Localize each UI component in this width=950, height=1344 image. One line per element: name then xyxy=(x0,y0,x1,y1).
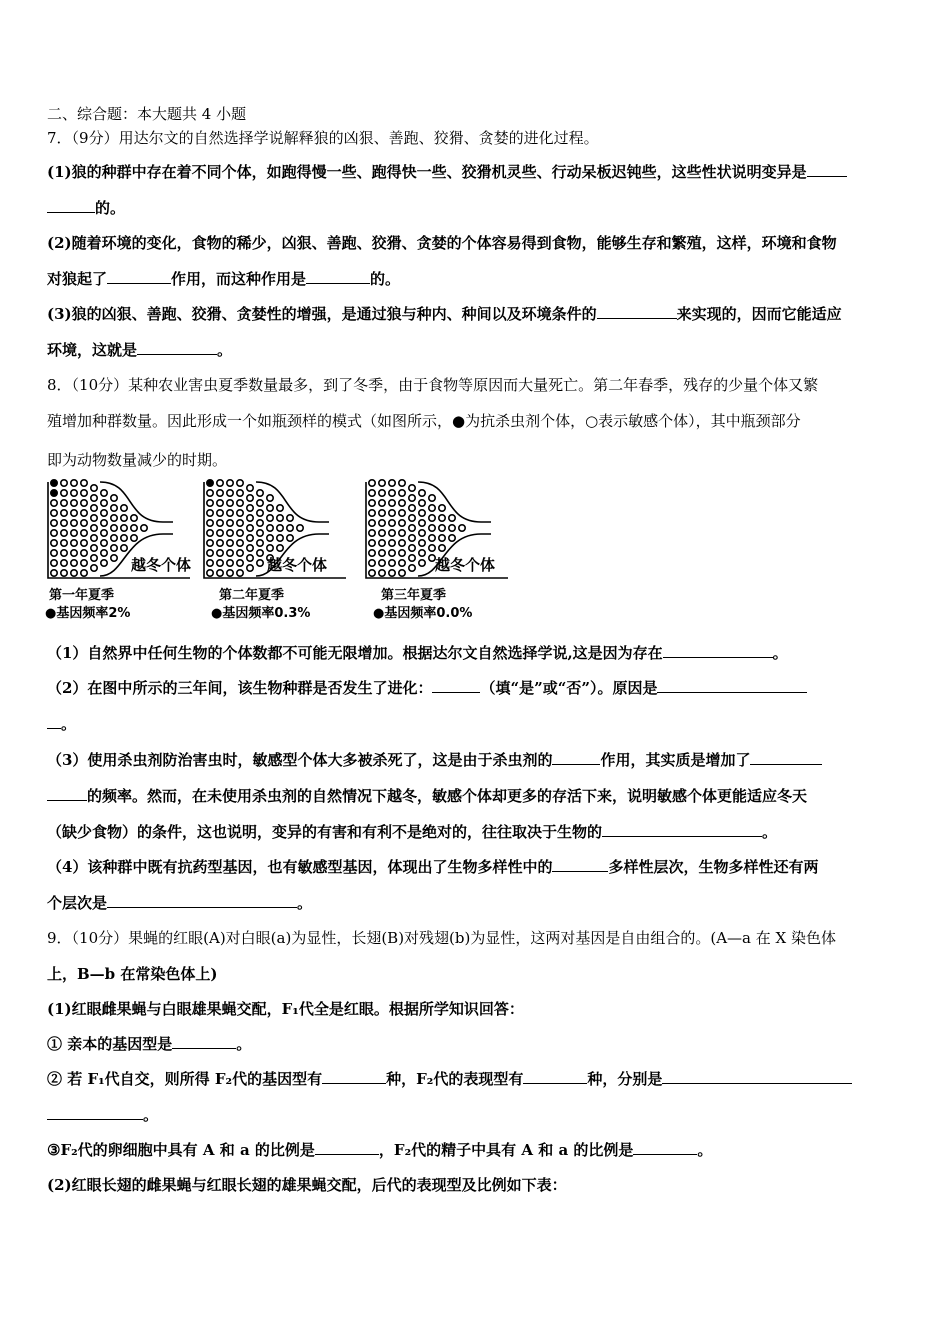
sensitive-individual xyxy=(121,505,127,511)
question-9-part1: (1)红眼雌果蝇与白眼雄果蝇交配，F₁代全是红眼。根据所学知识回答： xyxy=(47,1000,524,1018)
sensitive-individual xyxy=(71,490,77,496)
sensitive-individual xyxy=(247,545,253,551)
sensitive-individual xyxy=(227,480,233,486)
question-8-head-line3: 即为动物数量减少的时期。 xyxy=(47,451,228,469)
gene-frequency-label: ●基因频率2% xyxy=(45,606,131,621)
sensitive-individual xyxy=(399,490,405,496)
sensitive-individual xyxy=(419,560,425,566)
sensitive-individual xyxy=(439,535,445,541)
answer-blank[interactable] xyxy=(602,822,762,837)
sensitive-individual xyxy=(237,520,243,526)
sensitive-individual xyxy=(297,525,303,531)
sensitive-individual xyxy=(207,560,213,566)
sensitive-individual xyxy=(369,540,375,546)
sensitive-individual xyxy=(247,565,253,571)
sensitive-individual xyxy=(379,550,385,556)
question-8-sub3-cont2: （缺少食物）的条件，这也说明，变异的有害和有利不是绝对的，往往取决于生物的 。 xyxy=(47,823,778,841)
sensitive-individual xyxy=(71,560,77,566)
sensitive-individual xyxy=(459,525,465,531)
answer-blank[interactable] xyxy=(306,269,370,284)
sensitive-individual xyxy=(217,480,223,486)
sensitive-individual xyxy=(379,530,385,536)
question-8-head-line2: 殖增加种群数量。因此形成一个如瓶颈样的模式（如图所示，●为抗杀虫剂个体，○表示敏感个体），其中瓶颈部分 xyxy=(47,412,801,430)
sensitive-individual xyxy=(409,555,415,561)
answer-blank[interactable] xyxy=(315,1140,379,1155)
question-7-part1-cont: 的。 xyxy=(47,198,125,218)
sensitive-individual xyxy=(71,520,77,526)
sensitive-individual xyxy=(267,535,273,541)
sensitive-individual xyxy=(81,540,87,546)
sensitive-individual xyxy=(91,515,97,521)
sensitive-individual xyxy=(419,490,425,496)
sensitive-individual xyxy=(389,500,395,506)
answer-blank[interactable] xyxy=(172,1034,236,1049)
sensitive-individual xyxy=(409,545,415,551)
bottleneck-figure-3 xyxy=(363,478,513,621)
sensitive-individual xyxy=(449,515,455,521)
sensitive-individual xyxy=(369,520,375,526)
sensitive-individual xyxy=(227,570,233,576)
answer-blank[interactable] xyxy=(552,857,608,872)
question-9-head-line2: 上，B—b 在常染色体上) xyxy=(47,965,218,983)
sensitive-individual xyxy=(389,550,395,556)
sensitive-individual xyxy=(91,565,97,571)
sensitive-individual xyxy=(51,540,57,546)
answer-blank[interactable] xyxy=(552,750,600,765)
answer-blank[interactable] xyxy=(633,1140,697,1155)
sensitive-individual xyxy=(91,495,97,501)
answer-blank[interactable] xyxy=(137,340,217,355)
answer-blank[interactable] xyxy=(662,1069,852,1084)
sensitive-individual xyxy=(277,515,283,521)
sensitive-individual xyxy=(111,535,117,541)
gene-frequency-label: ●基因频率0.3% xyxy=(211,606,311,621)
sensitive-individual xyxy=(409,495,415,501)
sensitive-individual xyxy=(389,520,395,526)
question-7-head: 7．（9分）用达尔文的自然选择学说解释狼的凶狠、善跑、狡猾、贪婪的进化过程。 xyxy=(47,129,599,147)
sensitive-individual xyxy=(101,490,107,496)
answer-blank[interactable] xyxy=(47,786,87,801)
answer-blank[interactable] xyxy=(597,304,677,319)
question-9-head: 9．（10分）果蝇的红眼(A)对白眼(a)为显性，长翅(B)对残翅(b)为显性，这两对基因是自由组合的。(A—a 在 X 染色体 xyxy=(47,929,836,947)
question-8-sub2: （2）在图中所示的三年间，该生物种群是否发生了进化： （填“是”或“否”）。原因是 xyxy=(47,678,807,698)
sensitive-individual xyxy=(389,510,395,516)
sensitive-individual xyxy=(61,530,67,536)
sensitive-individual xyxy=(237,530,243,536)
sensitive-individual xyxy=(267,525,273,531)
question-9-item3: ③F₂代的卵细胞中具有 A 和 a 的比例是 ，F₂代的精子中具有 A 和 a 的比例是 。 xyxy=(47,1141,713,1159)
sensitive-individual xyxy=(369,530,375,536)
answer-blank[interactable] xyxy=(47,198,95,213)
question-9-item2-cont: 。 xyxy=(47,1105,158,1125)
sensitive-individual xyxy=(379,490,385,496)
sensitive-individual xyxy=(429,505,435,511)
sensitive-individual xyxy=(121,515,127,521)
sensitive-individual xyxy=(217,490,223,496)
sensitive-individual xyxy=(379,540,385,546)
winter-label: 越冬个体 xyxy=(267,556,328,574)
sensitive-individual xyxy=(237,500,243,506)
question-8-sub3: （3）使用杀虫剂防治害虫时，敏感型个体大多被杀死了，这是由于杀虫剂的 作用，其实质是增加了 xyxy=(47,750,822,770)
answer-blank[interactable] xyxy=(107,893,297,908)
sensitive-individual xyxy=(81,510,87,516)
answer-blank[interactable] xyxy=(750,750,822,765)
sensitive-individual xyxy=(81,480,87,486)
sensitive-individual xyxy=(91,525,97,531)
sensitive-individual xyxy=(227,530,233,536)
question-8-sub4-cont: 个层次是 。 xyxy=(47,894,313,912)
sensitive-individual xyxy=(91,485,97,491)
sensitive-individual xyxy=(61,480,67,486)
sensitive-individual xyxy=(237,480,243,486)
question-8-head: 8．（10分）某种农业害虫夏季数量最多，到了冬季，由于食物等原因而大量死亡。第二年春季，残存的少量个体又繁 xyxy=(47,376,819,394)
sensitive-individual xyxy=(217,530,223,536)
sensitive-individual xyxy=(81,550,87,556)
sensitive-individual xyxy=(247,535,253,541)
bottleneck-figure-1 xyxy=(45,478,195,621)
sensitive-individual xyxy=(267,505,273,511)
sensitive-individual xyxy=(399,540,405,546)
sensitive-individual xyxy=(61,500,67,506)
sensitive-individual xyxy=(217,500,223,506)
sensitive-individual xyxy=(287,525,293,531)
sensitive-individual xyxy=(369,500,375,506)
sensitive-individual xyxy=(51,520,57,526)
sensitive-individual xyxy=(131,515,137,521)
sensitive-individual xyxy=(227,510,233,516)
sensitive-individual xyxy=(217,520,223,526)
sensitive-individual xyxy=(101,530,107,536)
sensitive-individual xyxy=(207,570,213,576)
sensitive-individual xyxy=(111,545,117,551)
sensitive-individual xyxy=(227,520,233,526)
sensitive-individual xyxy=(237,550,243,556)
sensitive-individual xyxy=(439,505,445,511)
sensitive-individual xyxy=(111,515,117,521)
sensitive-individual xyxy=(449,535,455,541)
section-title: 二、综合题：本大题共 4 小题 xyxy=(47,105,247,123)
sensitive-individual xyxy=(61,490,67,496)
sensitive-individual xyxy=(237,540,243,546)
sensitive-individual xyxy=(81,520,87,526)
sensitive-individual xyxy=(71,550,77,556)
sensitive-individual xyxy=(61,570,67,576)
sensitive-individual xyxy=(369,550,375,556)
question-7-part2-cont: 对狼起了 作用，而这种作用是 的。 xyxy=(47,270,401,288)
sensitive-individual xyxy=(71,540,77,546)
resistant-individual xyxy=(51,480,57,486)
sensitive-individual xyxy=(277,525,283,531)
sensitive-individual xyxy=(81,490,87,496)
sensitive-individual xyxy=(257,560,263,566)
sensitive-individual xyxy=(257,490,263,496)
answer-blank[interactable] xyxy=(47,1105,143,1120)
answer-blank[interactable] xyxy=(322,1069,386,1084)
sensitive-individual xyxy=(429,535,435,541)
sensitive-individual xyxy=(267,545,273,551)
sensitive-individual xyxy=(267,495,273,501)
answer-blank[interactable] xyxy=(807,162,847,177)
sensitive-individual xyxy=(101,550,107,556)
question-8-sub1: （1）自然界中任何生物的个体数都不可能无限增加。根据达尔文自然选择学说,这是因为存在 。 xyxy=(47,644,788,662)
bottleneck-figure-2 xyxy=(201,478,351,621)
sensitive-individual xyxy=(419,510,425,516)
question-9-item2: ② 若 F₁代自交，则所得 F₂代的基因型有 种，F₂代的表现型有 种，分别是 xyxy=(47,1069,852,1089)
sensitive-individual xyxy=(247,485,253,491)
sensitive-individual xyxy=(389,480,395,486)
sensitive-individual xyxy=(51,570,57,576)
sensitive-individual xyxy=(409,505,415,511)
sensitive-individual xyxy=(227,550,233,556)
sensitive-individual xyxy=(237,510,243,516)
sensitive-individual xyxy=(71,480,77,486)
sensitive-individual xyxy=(207,530,213,536)
sensitive-individual xyxy=(111,525,117,531)
sensitive-individual xyxy=(217,570,223,576)
sensitive-individual xyxy=(61,540,67,546)
season-label: 第三年夏季 xyxy=(381,588,447,603)
winter-label: 越冬个体 xyxy=(435,556,496,574)
question-8-sub2-cont: 。 xyxy=(47,714,76,734)
sensitive-individual xyxy=(257,550,263,556)
sensitive-individual xyxy=(91,545,97,551)
sensitive-individual xyxy=(369,560,375,566)
sensitive-individual xyxy=(237,560,243,566)
sensitive-individual xyxy=(247,495,253,501)
sensitive-individual xyxy=(101,540,107,546)
sensitive-individual xyxy=(71,500,77,506)
gene-frequency-label: ●基因频率0.0% xyxy=(373,606,473,621)
sensitive-individual xyxy=(207,500,213,506)
sensitive-individual xyxy=(207,550,213,556)
question-9-item1: ① 亲本的基因型是 。 xyxy=(47,1035,252,1053)
sensitive-individual xyxy=(61,560,67,566)
sensitive-individual xyxy=(399,560,405,566)
sensitive-individual xyxy=(419,530,425,536)
sensitive-individual xyxy=(257,500,263,506)
sensitive-individual xyxy=(81,570,87,576)
sensitive-individual xyxy=(409,515,415,521)
sensitive-individual xyxy=(379,510,385,516)
sensitive-individual xyxy=(91,535,97,541)
sensitive-individual xyxy=(247,505,253,511)
sensitive-individual xyxy=(101,520,107,526)
sensitive-individual xyxy=(277,505,283,511)
winter-label: 越冬个体 xyxy=(131,556,192,574)
sensitive-individual xyxy=(227,560,233,566)
sensitive-individual xyxy=(217,560,223,566)
sensitive-individual xyxy=(247,515,253,521)
sensitive-individual xyxy=(449,525,455,531)
sensitive-individual xyxy=(429,545,435,551)
sensitive-individual xyxy=(399,500,405,506)
sensitive-individual xyxy=(217,550,223,556)
sensitive-individual xyxy=(379,500,385,506)
sensitive-individual xyxy=(257,540,263,546)
question-7-part2: (2)随着环境的变化，食物的稀少，凶狠、善跑、狡猾、贪婪的个体容易得到食物，能够生存和繁殖，这样，环境和食物 xyxy=(47,234,837,252)
sensitive-individual xyxy=(101,510,107,516)
sensitive-individual xyxy=(389,570,395,576)
sensitive-individual xyxy=(61,550,67,556)
resistant-individual xyxy=(51,490,57,496)
sensitive-individual xyxy=(429,525,435,531)
sensitive-individual xyxy=(257,510,263,516)
sensitive-individual xyxy=(419,500,425,506)
sensitive-individual xyxy=(227,540,233,546)
sensitive-individual xyxy=(399,480,405,486)
sensitive-individual xyxy=(51,500,57,506)
sensitive-individual xyxy=(61,520,67,526)
sensitive-individual xyxy=(429,495,435,501)
sensitive-individual xyxy=(207,520,213,526)
sensitive-individual xyxy=(237,570,243,576)
answer-blank[interactable] xyxy=(47,714,61,729)
sensitive-individual xyxy=(111,555,117,561)
sensitive-individual xyxy=(389,540,395,546)
season-label: 第一年夏季 xyxy=(49,588,115,603)
sensitive-individual xyxy=(71,530,77,536)
sensitive-individual xyxy=(369,510,375,516)
sensitive-individual xyxy=(207,540,213,546)
question-7-part1: (1)狼的种群中存在着不同个体，如跑得慢一些、跑得快一些、狡猾机灵些、行动呆板迟钝些，这些性状说明变异是 xyxy=(47,162,847,182)
sensitive-individual xyxy=(217,540,223,546)
sensitive-individual xyxy=(121,545,127,551)
sensitive-individual xyxy=(389,530,395,536)
answer-blank[interactable] xyxy=(432,678,480,693)
sensitive-individual xyxy=(419,540,425,546)
sensitive-individual xyxy=(141,525,147,531)
sensitive-individual xyxy=(409,535,415,541)
sensitive-individual xyxy=(277,535,283,541)
sensitive-individual xyxy=(287,515,293,521)
sensitive-individual xyxy=(247,525,253,531)
sensitive-individual xyxy=(91,505,97,511)
sensitive-individual xyxy=(379,570,385,576)
sensitive-individual xyxy=(101,500,107,506)
sensitive-individual xyxy=(131,535,137,541)
sensitive-individual xyxy=(131,525,137,531)
sensitive-individual xyxy=(399,520,405,526)
sensitive-individual xyxy=(51,530,57,536)
sensitive-individual xyxy=(379,520,385,526)
question-8-sub4: （4）该种群中既有抗药型基因，也有敏感型基因，体现出了生物多样性中的 多样性层次，生物多样性还有两 xyxy=(47,858,819,876)
sensitive-individual xyxy=(419,520,425,526)
sensitive-individual xyxy=(207,490,213,496)
sensitive-individual xyxy=(257,530,263,536)
sensitive-individual xyxy=(429,515,435,521)
sensitive-individual xyxy=(121,535,127,541)
question-9-part2: (2)红眼长翅的雌果蝇与红眼长翅的雄果蝇交配，后代的表现型及比例如下表： xyxy=(47,1176,567,1194)
sensitive-individual xyxy=(227,500,233,506)
sensitive-individual xyxy=(379,560,385,566)
question-7-part3: (3)狼的凶狠、善跑、狡猾、贪婪性的增强，是通过狼与种内、种间以及环境条件的 来实现的，因而它能适应 xyxy=(47,305,842,323)
sensitive-individual xyxy=(439,515,445,521)
sensitive-individual xyxy=(51,510,57,516)
sensitive-individual xyxy=(277,545,283,551)
sensitive-individual xyxy=(111,495,117,501)
sensitive-individual xyxy=(217,510,223,516)
sensitive-individual xyxy=(81,530,87,536)
question-8-sub3-cont: 的频率。然而，在未使用杀虫剂的自然情况下越冬，敏感个体却更多的存活下来，说明敏感个体更能适应冬天 xyxy=(47,786,807,806)
sensitive-individual xyxy=(399,530,405,536)
sensitive-individual xyxy=(439,545,445,551)
resistant-individual xyxy=(207,480,213,486)
sensitive-individual xyxy=(267,515,273,521)
sensitive-individual xyxy=(419,550,425,556)
sensitive-individual xyxy=(257,520,263,526)
sensitive-individual xyxy=(399,510,405,516)
sensitive-individual xyxy=(81,500,87,506)
sensitive-individual xyxy=(51,550,57,556)
sensitive-individual xyxy=(379,480,385,486)
sensitive-individual xyxy=(101,560,107,566)
sensitive-individual xyxy=(61,510,67,516)
sensitive-individual xyxy=(369,480,375,486)
sensitive-individual xyxy=(71,570,77,576)
sensitive-individual xyxy=(439,525,445,531)
sensitive-individual xyxy=(237,490,243,496)
sensitive-individual xyxy=(207,510,213,516)
sensitive-individual xyxy=(121,525,127,531)
sensitive-individual xyxy=(399,550,405,556)
sensitive-individual xyxy=(51,560,57,566)
sensitive-individual xyxy=(369,570,375,576)
sensitive-individual xyxy=(247,555,253,561)
season-label: 第二年夏季 xyxy=(219,588,285,603)
question-7-part3-cont: 环境，这就是 。 xyxy=(47,341,233,359)
answer-blank[interactable] xyxy=(523,1069,587,1084)
sensitive-individual xyxy=(409,565,415,571)
sensitive-individual xyxy=(399,570,405,576)
sensitive-individual xyxy=(389,490,395,496)
answer-blank[interactable] xyxy=(663,643,773,658)
answer-blank[interactable] xyxy=(657,678,807,693)
answer-blank[interactable] xyxy=(107,269,171,284)
sensitive-individual xyxy=(369,490,375,496)
sensitive-individual xyxy=(227,490,233,496)
sensitive-individual xyxy=(287,535,293,541)
sensitive-individual xyxy=(409,525,415,531)
sensitive-individual xyxy=(81,560,87,566)
sensitive-individual xyxy=(111,505,117,511)
sensitive-individual xyxy=(409,485,415,491)
sensitive-individual xyxy=(91,555,97,561)
sensitive-individual xyxy=(389,560,395,566)
sensitive-individual xyxy=(71,510,77,516)
